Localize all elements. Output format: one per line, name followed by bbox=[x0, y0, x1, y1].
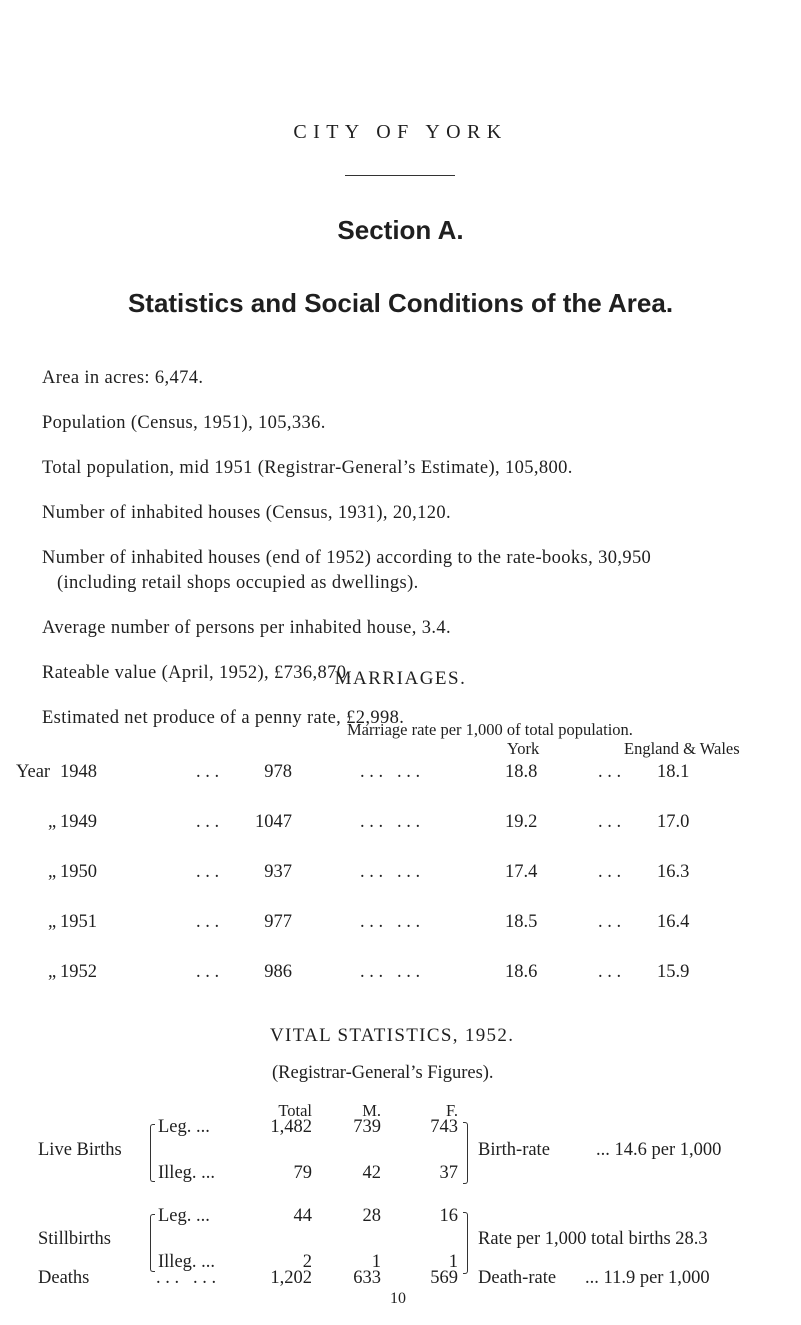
row-year: 1952 bbox=[60, 962, 97, 982]
leader-dots: ... ... bbox=[360, 862, 425, 882]
marriage-rate-heading: Marriage rate per 1,000 of total population. bbox=[347, 720, 633, 739]
section-title: Statistics and Social Conditions of the Area. bbox=[127, 288, 674, 318]
row-label: „ bbox=[48, 862, 57, 882]
fact-houses-1931: Number of inhabited houses (Census, 1931), 20,120. bbox=[42, 503, 452, 523]
leader-dots: ... bbox=[598, 812, 626, 832]
birth-rate-label: Birth-rate bbox=[478, 1140, 550, 1160]
marriage-count: 937 bbox=[264, 862, 292, 882]
leader-dots: ... bbox=[598, 962, 626, 982]
fact-rateable-value: Rateable value (April, 1952), £736,870. bbox=[42, 663, 352, 683]
leader-dots: ... ... bbox=[360, 762, 425, 782]
deaths-f: 569 bbox=[430, 1268, 458, 1288]
illeg-label: Illeg. ... bbox=[158, 1163, 216, 1183]
leader-dots: ... bbox=[196, 812, 224, 832]
col-total: Total bbox=[278, 1101, 312, 1120]
rate-york: 18.6 bbox=[505, 962, 538, 982]
leg-label: Leg. ... bbox=[158, 1117, 210, 1137]
leader-dots: ... ... bbox=[156, 1268, 221, 1288]
vital-subheading: (Registrar-General’s Figures). bbox=[272, 1063, 494, 1083]
rate-england-wales: 15.9 bbox=[657, 962, 690, 982]
leader-dots: ... bbox=[196, 762, 224, 782]
marriages-heading: MARRIAGES. bbox=[334, 668, 467, 689]
marriage-count: 977 bbox=[264, 912, 292, 932]
right-brace bbox=[463, 1122, 468, 1184]
illeg-label: Illeg. ... bbox=[158, 1252, 216, 1272]
still-illeg-total: 2 bbox=[302, 1252, 312, 1272]
fact-houses-1952: Number of inhabited houses (end of 1952) according to the rate-books, 30,950 bbox=[42, 548, 652, 568]
live-illeg-total: 79 bbox=[293, 1163, 312, 1183]
left-brace bbox=[150, 1124, 155, 1182]
rate-york: 18.5 bbox=[505, 912, 538, 932]
leader-dots: ... bbox=[196, 912, 224, 932]
leader-dots: ... ... bbox=[360, 912, 425, 932]
rate-england-wales: 16.4 bbox=[657, 912, 690, 932]
marriage-count: 986 bbox=[264, 962, 292, 982]
live-illeg-m: 42 bbox=[362, 1163, 381, 1183]
col-m: M. bbox=[362, 1101, 381, 1120]
vital-heading: VITAL STATISTICS, 1952. bbox=[270, 1025, 515, 1046]
still-leg-f: 16 bbox=[439, 1206, 458, 1226]
rate-england-wales: 18.1 bbox=[657, 762, 690, 782]
left-brace bbox=[150, 1214, 155, 1272]
leader-dots: ... ... bbox=[360, 962, 425, 982]
fact-area: Area in acres: 6,474. bbox=[42, 368, 204, 388]
fact-houses-1952-note: (including retail shops occupied as dwellings). bbox=[57, 573, 419, 593]
row-label: „ bbox=[48, 912, 57, 932]
section-label: Section A. bbox=[337, 215, 464, 245]
row-label: „ bbox=[48, 962, 57, 982]
fact-persons-per-house: Average number of persons per inhabited house, 3.4. bbox=[42, 618, 451, 638]
still-leg-m: 28 bbox=[362, 1206, 381, 1226]
row-year: 1948 bbox=[60, 762, 97, 782]
col-f: F. bbox=[446, 1101, 458, 1120]
death-rate-label: Death-rate bbox=[478, 1268, 557, 1288]
stillbirths-label: Stillbirths bbox=[38, 1229, 111, 1249]
birth-rate-value: ... 14.6 per 1,000 bbox=[596, 1140, 722, 1160]
deaths-m: 633 bbox=[353, 1268, 381, 1288]
rate-york: 18.8 bbox=[505, 762, 538, 782]
leader-dots: ... bbox=[196, 862, 224, 882]
page-number: 10 bbox=[390, 1290, 406, 1307]
leader-dots: ... bbox=[598, 762, 626, 782]
city-heading: CITY OF YORK bbox=[293, 121, 508, 143]
right-brace bbox=[463, 1212, 468, 1274]
leader-dots: ... ... bbox=[360, 812, 425, 832]
live-leg-m: 739 bbox=[353, 1117, 381, 1137]
death-rate-value: ... 11.9 per 1,000 bbox=[585, 1268, 710, 1288]
live-illeg-f: 37 bbox=[439, 1163, 458, 1183]
marriage-count: 978 bbox=[264, 762, 292, 782]
leader-dots: ... bbox=[598, 862, 626, 882]
fact-population: Population (Census, 1951), 105,336. bbox=[42, 413, 326, 433]
deaths-label: Deaths bbox=[38, 1268, 90, 1288]
row-year: 1950 bbox=[60, 862, 97, 882]
heading-divider bbox=[345, 175, 455, 176]
row-year: 1949 bbox=[60, 812, 97, 832]
live-births-label: Live Births bbox=[38, 1140, 122, 1160]
leg-label: Leg. ... bbox=[158, 1206, 210, 1226]
col-england-wales: England & Wales bbox=[624, 739, 740, 758]
leader-dots: ... bbox=[598, 912, 626, 932]
col-york: York bbox=[507, 739, 540, 758]
rate-england-wales: 16.3 bbox=[657, 862, 690, 882]
live-leg-total: 1,482 bbox=[270, 1117, 312, 1137]
still-illeg-m: 1 bbox=[371, 1252, 381, 1272]
still-illeg-f: 1 bbox=[448, 1252, 458, 1272]
fact-total-population: Total population, mid 1951 (Registrar-General’s Estimate), 105,800. bbox=[42, 458, 573, 478]
deaths-total: 1,202 bbox=[270, 1268, 312, 1288]
row-year: 1951 bbox=[60, 912, 97, 932]
fact-penny-rate: Estimated net produce of a penny rate, £2,998. bbox=[42, 708, 405, 728]
row-label: Year bbox=[16, 762, 51, 782]
rate-england-wales: 17.0 bbox=[657, 812, 690, 832]
rate-york: 19.2 bbox=[505, 812, 538, 832]
leader-dots: ... bbox=[196, 962, 224, 982]
marriage-count: 1047 bbox=[255, 812, 292, 832]
live-leg-f: 743 bbox=[430, 1117, 458, 1137]
rate-york: 17.4 bbox=[505, 862, 538, 882]
stillbirth-rate: Rate per 1,000 total births 28.3 bbox=[478, 1229, 708, 1249]
row-label: „ bbox=[48, 812, 57, 832]
still-leg-total: 44 bbox=[293, 1206, 312, 1226]
